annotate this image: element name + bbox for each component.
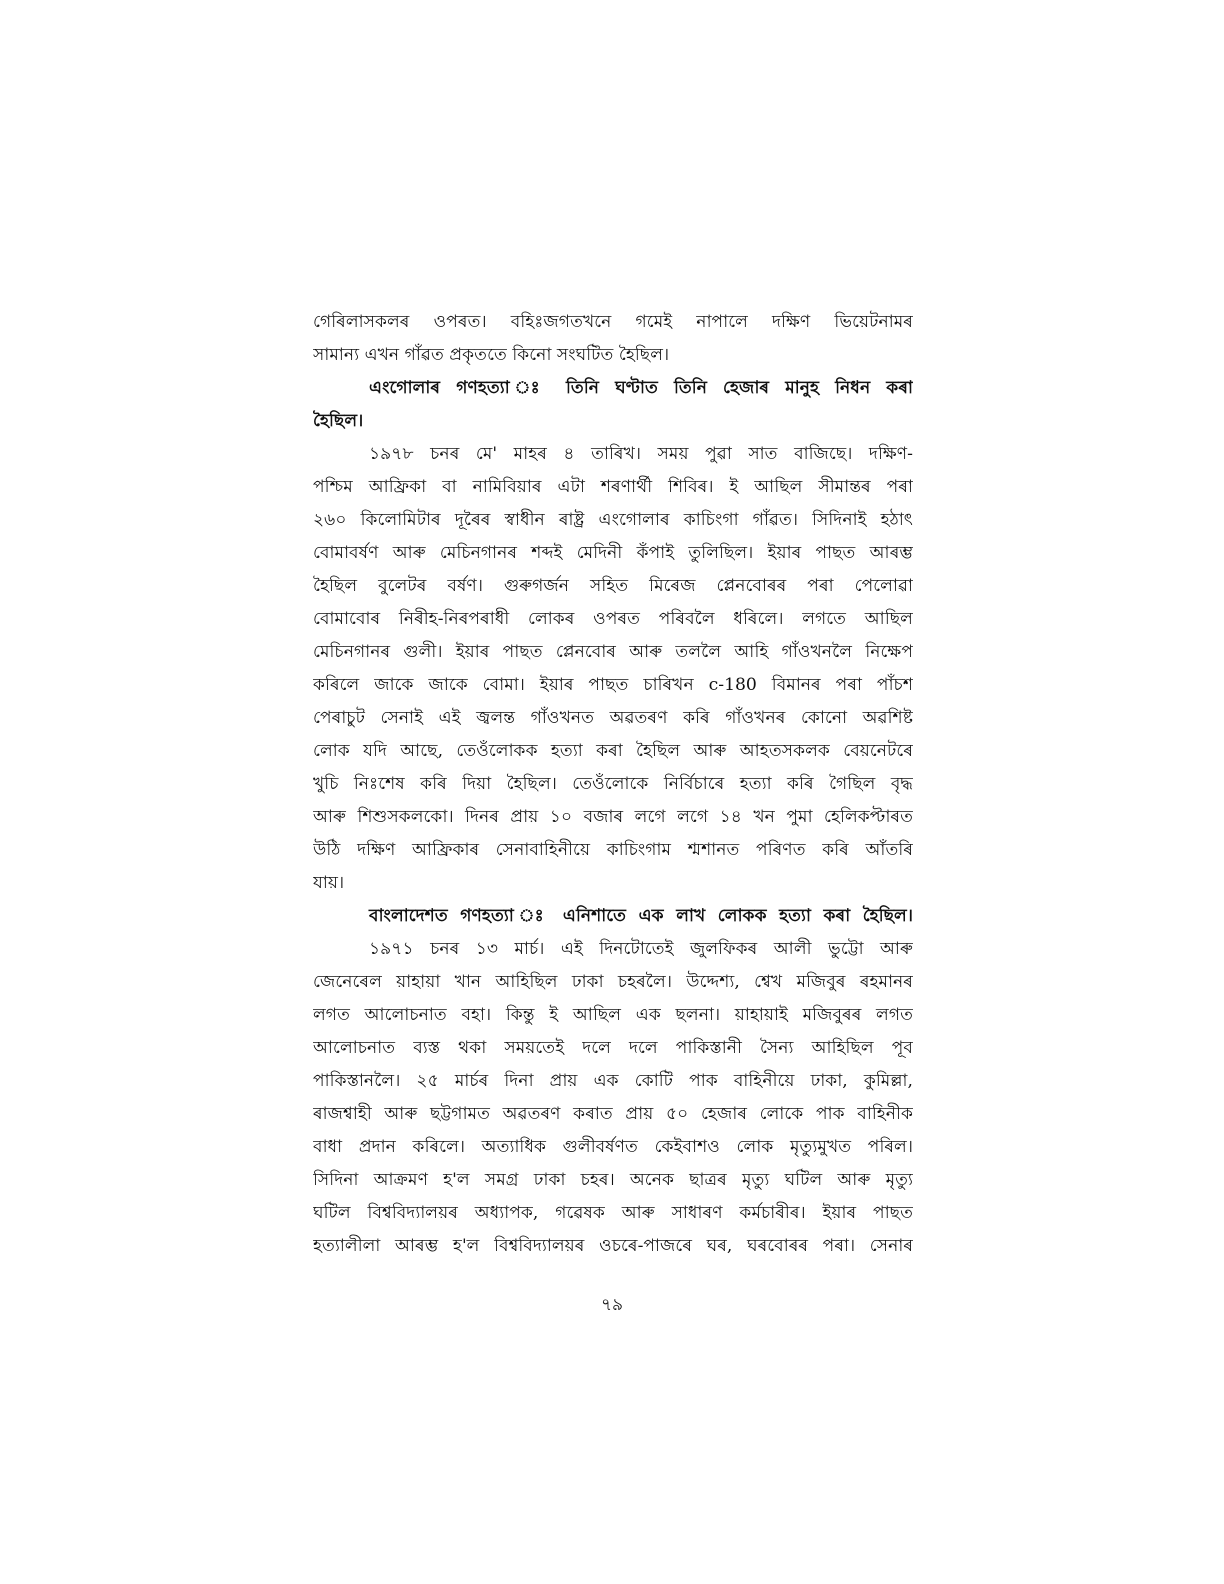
paragraph-line: ৰাজশ্বাহী আৰু ছট্টগামত অৱতৰণ কৰাত প্ৰায় ৫০ হেজাৰ লোকে পাক বাহিনীক <box>313 1104 913 1124</box>
paragraph-line: পাকিস্তানলৈ। ২৫ মাৰ্চৰ দিনা প্ৰায় এক কোটি পাক বাহিনীয়ে ঢাকা, কুমিল্লা, <box>313 1071 913 1091</box>
paragraph-line: লগত আলোচনাত বহা। কিন্তু ই আছিল এক ছলনা। য়াহায়াই মজিবুৰৰ লগত <box>313 1005 913 1025</box>
paragraph-line: সিদিনা আক্ৰমণ হ'ল সমগ্ৰ ঢাকা চহৰ। অনেক ছাত্ৰৰ মৃত্যু ঘটিল আৰু মৃত্যু <box>313 1170 913 1190</box>
paragraph-line: আলোচনাত ব্যস্ত থকা সময়তেই দলে দলে পাকিস্তানী সৈন্য আহিছিল পূব <box>313 1038 913 1058</box>
text-block <box>313 306 913 1263</box>
paragraph-line: মেচিনগানৰ গুলী। ইয়াৰ পাছত প্লেনবোৰ আৰু তললৈ আহি গাঁওখনলৈ নিক্ষেপ <box>313 642 913 662</box>
paragraph-line: কৰিলে জাকে জাকে বোমা। ইয়াৰ পাছত চাৰিখন c-180 বিমানৰ পৰা পাঁচশ <box>313 675 913 695</box>
paragraph-line: উঠি দক্ষিণ আফ্ৰিকাৰ সেনাবাহিনীয়ে কাচিংগাম শ্মশানত পৰিণত কৰি আঁতৰি <box>313 840 913 860</box>
paragraph-line: হৈছিল বুলেটৰ বৰ্ষণ। গুৰুগৰ্জন সহিত মিৰেজ প্লেনবোৰৰ পৰা পেলোৱা <box>313 576 913 596</box>
paragraph-line: আৰু শিশুসকলকো। দিনৰ প্ৰায় ১০ বজাৰ লগে লগে ১৪ খন পুমা হেলিকপ্টাৰত <box>313 807 913 827</box>
paragraph-line: হত্যালীলা আৰম্ভ হ'ল বিশ্ববিদ্যালয়ৰ ওচৰে-পাজৰে ঘৰ, ঘৰবোৰৰ পৰা। সেনাৰ <box>313 1236 913 1256</box>
paragraph-line: ঘটিল বিশ্ববিদ্যালয়ৰ অধ্যাপক, গৱেষক আৰু সাধাৰণ কৰ্মচাৰীৰ। ইয়াৰ পাছত <box>313 1203 913 1223</box>
paragraph-line: ১৯৭১ চনৰ ১৩ মাৰ্চ। এই দিনটোতেই জুলফিকৰ আলী ভুট্টো আৰু <box>369 939 913 959</box>
paragraph-line: বোমাবৰ্ষণ আৰু মেচিনগানৰ শব্দই মেদিনী কঁপাই তুলিছিল। ইয়াৰ পাছত আৰম্ভ <box>313 543 913 563</box>
paragraph-line: বোমাবোৰ নিৰীহ-নিৰপৰাধী লোকৰ ওপৰত পৰিবলৈ ধৰিলে। লগতে আছিল <box>313 609 913 629</box>
paragraph-line: খুচি নিঃশেষ কৰি দিয়া হৈছিল। তেওঁলোকে নিৰ্বিচাৰে হত্যা কৰি গৈছিল বৃদ্ধ <box>313 774 913 794</box>
paragraph-line: পশ্চিম আফ্ৰিকা বা নামিবিয়াৰ এটা শৰণাৰ্থী শিবিৰ। ই আছিল সীমান্তৰ পৰা <box>313 477 913 497</box>
paragraph-line: লোক যদি আছে, তেওঁলোকক হত্যা কৰা হৈছিল আৰু আহতসকলক বেয়নেটৰে <box>313 741 913 761</box>
paragraph-line: যায়। <box>313 873 345 893</box>
paragraph-line: ২৬০ কিলোমিটাৰ দূৰৈৰ স্বাধীন ৰাষ্ট্ৰ এংগোলাৰ কাচিংগা গাঁৱত। সিদিনাই হঠাৎ <box>313 510 913 530</box>
paragraph-line: জেনেৰেল য়াহায়া খান আহিছিল ঢাকা চহৰলৈ। উদ্দেশ্য, শ্বেখ মজিবুৰ ৰহমানৰ <box>313 972 913 992</box>
paragraph-line: গেৰিলাসকলৰ ওপৰত। বহিঃজগতখনে গমেই নাপালে দক্ষিণ ভিয়েটনামৰ <box>313 312 913 332</box>
paragraph-line: পেৰাচুট সেনাই এই জ্বলন্ত গাঁওখনত অৱতৰণ কৰি গাঁওখনৰ কোনো অৱশিষ্ট <box>313 708 913 728</box>
paragraph-line: ১৯৭৮ চনৰ মে' মাহৰ ৪ তাৰিখ। সময় পুৱা সাত বাজিছে। দক্ষিণ- <box>369 444 913 464</box>
section-heading-line: হৈছিল। <box>313 411 364 431</box>
section-heading-line: এংগোলাৰ গণহত্যা ঃ তিনি ঘণ্টাত তিনি হেজাৰ মানুহ নিধন কৰা <box>369 378 913 398</box>
section-heading-line: বাংলাদেশত গণহত্যা ঃ এনিশাতে এক লাখ লোকক হত্যা কৰা হৈছিল। <box>369 906 913 926</box>
paragraph-line: সামান্য এখন গাঁৱত প্ৰকৃততে কিনো সংঘটিত হৈছিল। <box>313 345 670 365</box>
page-number: ৭৯ <box>600 1295 624 1315</box>
paragraph-line: বাধা প্ৰদান কৰিলে। অত্যাধিক গুলীবৰ্ষণত কেইবাশও লোক মৃত্যুমুখত পৰিল। <box>313 1137 913 1157</box>
